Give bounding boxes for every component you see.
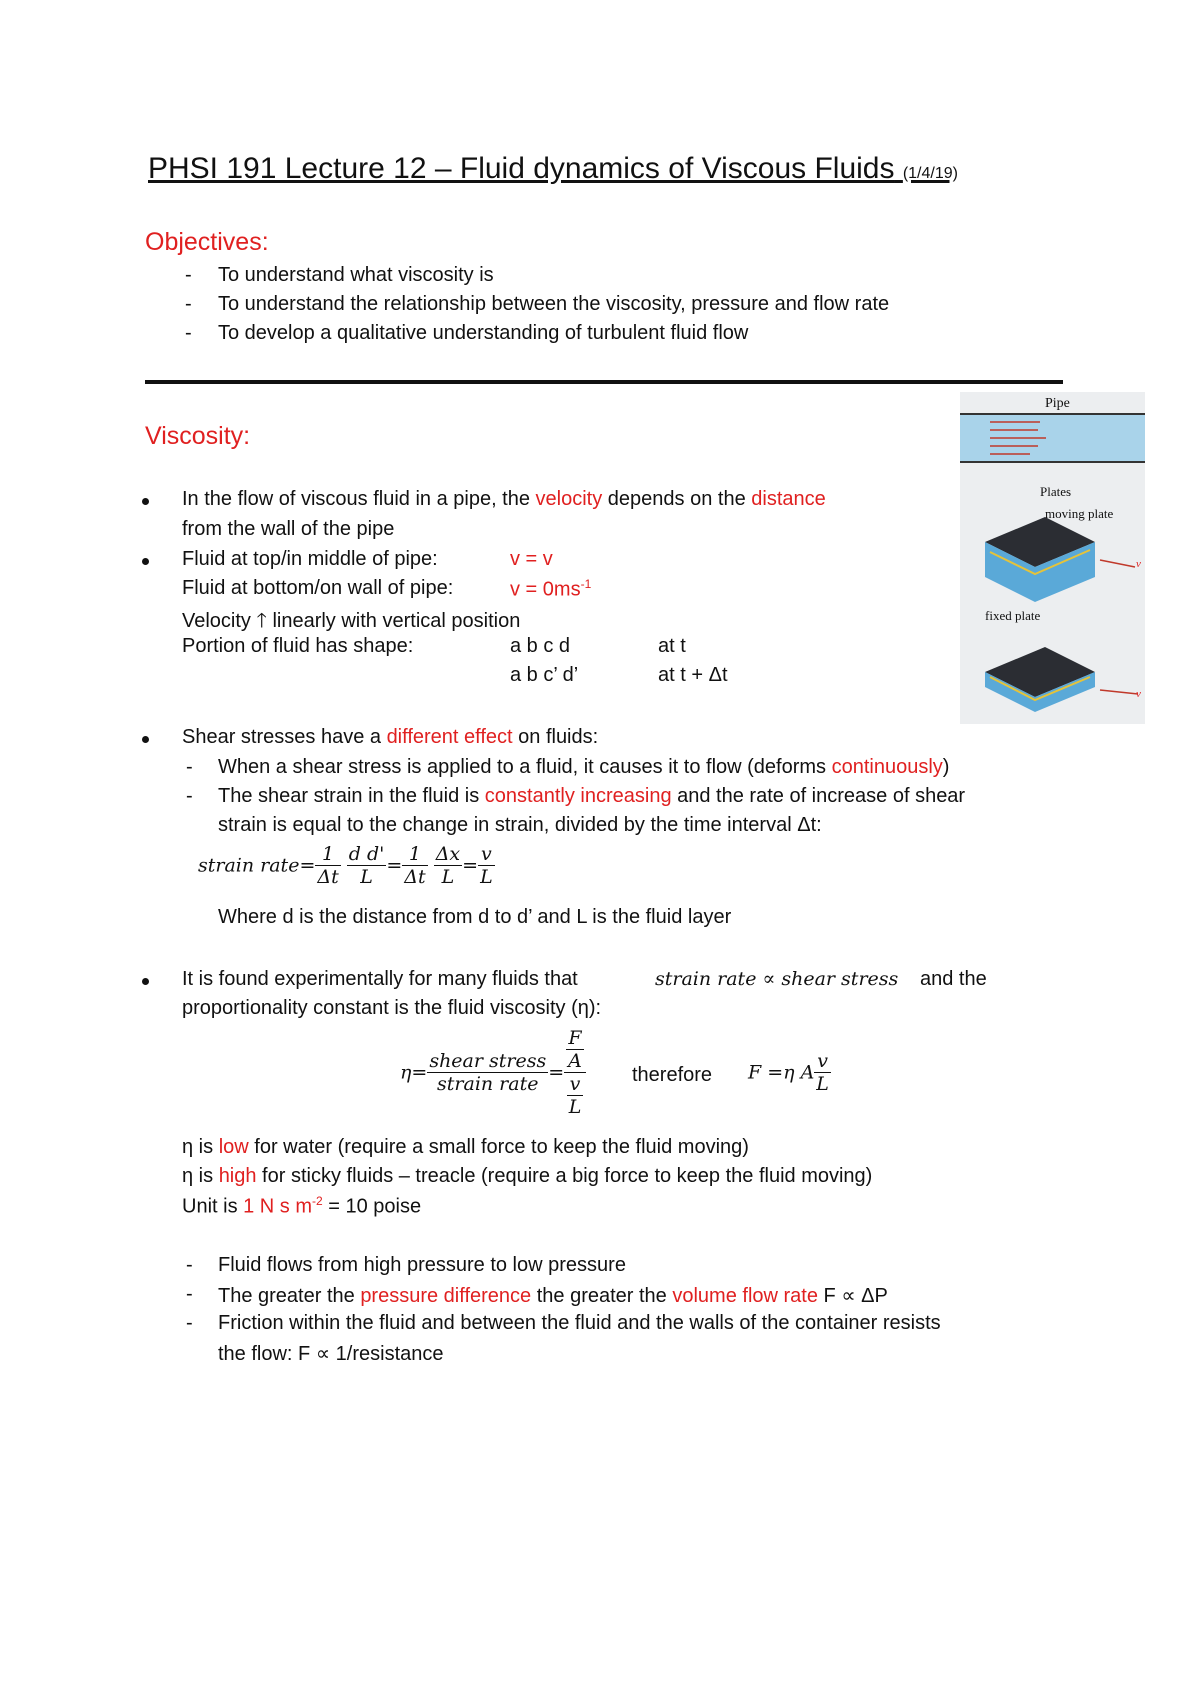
text: for sticky fluids – treacle (require a big force to keep the fluid moving) [256,1165,873,1187]
bullet [142,728,149,751]
fluid-bottom-label: Fluid at bottom/on wall of pipe: [182,577,454,599]
superscript: -2 [312,1194,323,1208]
dash: - [186,785,193,807]
bullet-4-line-2: proportionality constant is the fluid viscosity (η): [182,997,602,1019]
eq-sign: = [386,854,403,877]
num [564,1027,586,1073]
highlight-distance: distance [751,488,826,510]
text: the greater the [531,1285,673,1307]
shear-flow-line [218,756,949,779]
highlight: pressure difference [360,1285,532,1307]
figure-label-fixed: fixed plate [985,608,1041,623]
superscript: -1 [580,577,592,591]
text: v = 0ms [510,578,581,601]
num: v [567,1073,584,1096]
text: Velocity [182,610,257,632]
text: The greater the [218,1285,361,1307]
title-date: (1/4/19) [902,165,958,182]
flow-line-4: the flow: F ∝ 1/resistance [218,1343,444,1365]
num: 1 [402,843,427,866]
num: 1 [315,843,340,866]
highlight-velocity: velocity [535,488,603,510]
text: When a shear stress is applied to a fluid, it causes it to flow (deforms [218,756,832,778]
den: L [568,1096,582,1118]
frac-shear-strain [427,1050,548,1095]
num: v [478,843,495,866]
objective-item: - [185,293,192,315]
viscosity-equation [400,1027,586,1118]
dash: - [186,1312,193,1334]
frac-F-A [566,1027,584,1072]
arrow-up-icon: 🡑 [256,610,267,632]
text: = 10 poise [322,1195,422,1218]
figure-label-v1: v [1136,558,1141,570]
text: on fluids: [512,726,599,748]
text: The shear strain in the fluid is [218,785,485,807]
fluid-top-label: Fluid at top/in middle of pipe: [182,548,438,570]
highlight: continuously [831,756,943,778]
eta-low-line [182,1136,749,1159]
shear-strain-line-2: strain is equal to the change in strain, divided by the time interval Δt: [218,814,822,836]
figure-label-pipe: Pipe [1045,396,1070,411]
frac-dx-L [434,843,462,888]
num: shear stress [429,1050,547,1072]
text: In the flow of viscous fluid in a pipe, the [182,488,536,510]
figure-label-v2: v [1136,688,1141,700]
section-divider [145,380,1063,384]
den: A [568,1050,582,1072]
objective-item: - [185,322,192,344]
num: v [814,1050,831,1073]
flow-line-1: Fluid flows from high pressure to low pressure [218,1254,626,1276]
objective-item-text: To understand the relationship between the viscosity, pressure and flow rate [218,293,890,315]
bullet-1-line-2: from the wall of the pipe [182,518,395,540]
frac-v-L [567,1073,584,1118]
num: Δx [435,843,461,865]
highlight-unit: 1 N s m [243,1195,313,1218]
den: L [816,1073,829,1095]
eq-rhs: F =η A [748,1061,815,1084]
flow-line-2 [218,1283,888,1308]
strain-rate-equation [198,843,495,888]
text: η is [182,1136,219,1158]
time-1: at t [658,635,686,657]
bullet [142,550,149,573]
frac-FA-vL [564,1027,586,1118]
dash: - [186,1254,193,1276]
page-title [148,152,958,186]
flow-line-3: Friction within the fluid and between the fluid and the walls of the container resists [218,1312,941,1334]
shear-strain-line [218,785,965,808]
eq-sign: = [548,1061,565,1084]
shape-1: a b c d [510,635,571,657]
bullet-3-line [182,726,598,749]
text: F ∝ ΔP [817,1285,888,1307]
num: d d' [348,843,385,865]
objective-item-text: To understand what viscosity is [218,264,494,286]
figure-graphic [960,392,1145,724]
objective-item-text: To develop a qualitative understanding of turbulent fluid flow [218,322,749,344]
frac-v-L-2 [814,1050,831,1095]
den: L [441,866,455,888]
frac-1-dt [315,843,340,888]
num: F [566,1027,584,1050]
figure-label-moving: moving plate [1045,506,1114,521]
proportional-expression: strain rate ∝ shear stress [655,968,899,990]
den [564,1073,586,1118]
dash: - [186,756,193,778]
den: L [480,866,493,888]
text: Unit is [182,1195,244,1218]
objectives-heading: Objectives: [145,228,269,256]
bullet-1-line-1 [182,488,826,511]
bullet [142,970,149,993]
bullet-4-line-1a: It is found experimentally for many fluids that [182,968,578,990]
text: ) [942,756,950,778]
figure-label-plates: Plates [1040,484,1072,499]
frac-dd-L [347,843,387,888]
text: and the rate of increase of shear [671,785,966,807]
viscosity-heading: Viscosity: [145,422,251,450]
shape-2: a b c’ d’ [510,664,579,686]
eq-eta: η [400,1061,412,1084]
highlight: volume flow rate [672,1285,818,1307]
eta-high-line [182,1165,872,1188]
den: strain rate [437,1073,539,1095]
text: for water (require a small force to keep the fluid moving) [248,1136,749,1158]
highlight: different effect [386,726,513,748]
text: Shear stresses have a [182,726,387,748]
pipe-plates-figure [960,392,1145,724]
text: η is [182,1165,219,1187]
eq-sign: = [299,854,316,877]
den: Δt [317,866,339,888]
bullet [142,490,149,513]
text: depends on the [602,488,752,510]
text: linearly with vertical position [266,610,521,632]
dash: - [186,1283,193,1305]
title-text: PHSI 191 Lecture 12 – Fluid dynamics of Viscous Fluids [148,152,895,185]
fluid-bottom-value [510,577,591,602]
shape-label: Portion of fluid has shape: [182,635,414,657]
objective-item: - [185,264,192,286]
unit-line [182,1194,421,1219]
time-2: at t + Δt [658,664,728,686]
den: Δt [404,866,426,888]
eq-lhs: strain rate [198,854,300,877]
den: L [360,866,373,888]
frac-v-L [478,843,495,888]
therefore-text: therefore [632,1064,713,1086]
eq-sign: = [411,1061,428,1084]
bullet-4-line-1b: and the [920,968,987,990]
highlight-low: low [218,1136,249,1158]
frac-1-dt-2 [402,843,427,888]
fluid-top-value: v = v [510,548,553,570]
highlight: constantly increasing [484,785,672,807]
where-line: Where d is the distance from d to d’ and L is the fluid layer [218,906,732,928]
force-equation [748,1050,831,1095]
eq-sign: = [462,854,479,877]
highlight-high: high [218,1165,257,1187]
